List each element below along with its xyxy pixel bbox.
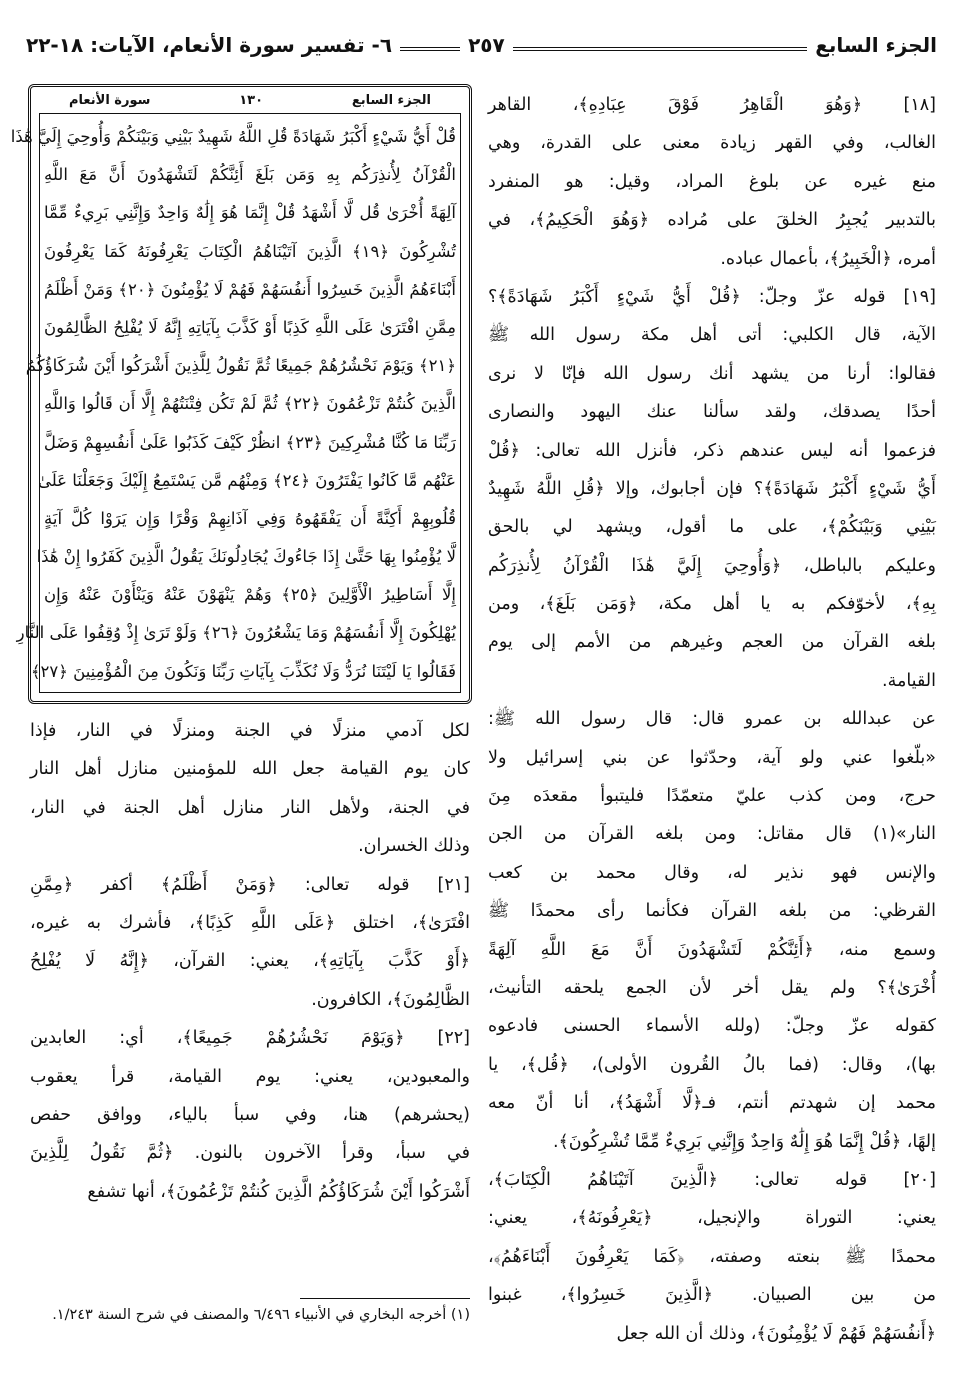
- text-line: قُلْ أَيُّ شَيْءٍ أَكْبَرُ شَهَادَةً قُلِ اللَّهُ شَهِيدٌ بَيْنِي وَبَيْنَكُمْ وَأُوحِيَ إِلَيَّ هَٰذَا: [10, 127, 456, 146]
- mushaf-header: [31, 87, 469, 108]
- text-line: فزعموا أنه ليس عندهم ذكر، فأنزل الله تعالى: ﴿قُلْ: [488, 440, 936, 461]
- text-line: لَّا يُؤْمِنُوا بِهَا حَتَّىٰ إِذَا جَاءُوكَ يُجَادِلُونَكَ يَقُولُ الَّذِينَ كَفَرُوا إِنْ هَٰذَا: [36, 547, 456, 567]
- text-line: [١٨] ﴿وَهُوَ الْقَاهِرُ فَوْقَ عِبَادِهِ﴾، القاهر: [488, 95, 936, 115]
- text-line: يُهْلِكُونَ إِلَّا أَنفُسَهُمْ وَمَا يَشْعُرُونَ ﴿٢٦﴾ وَلَوْ تَرَىٰ إِذْ وُقِفُوا عَلَى النَّارِ: [16, 623, 456, 643]
- text-line: بالتدبير يُجبِرُ الخلقَ على مُراده ﴿وَهُوَ الْحَكِيمُ﴾، في: [488, 210, 936, 231]
- text-line: [٢١] قوله تعالى: ﴿وَمَنْ أَظْلَمُ﴾ أكفر ﴿مِمَّنِ: [30, 874, 470, 895]
- right-column-text: [488, 86, 936, 1353]
- text-line: أَيُّ شَيْءٍ أَكْبَرُ شَهَادَةً﴾؟ فإن أجابوك، وإلا ﴿قُلِ اللَّهُ شَهِيدٌ: [488, 478, 936, 499]
- running-header: [26, 28, 937, 62]
- text-line: فَقَالُوا يَا لَيْتَنَا نُرَدُّ وَلَا نُكَذِّبَ بِآيَاتِ رَبِّنَا وَنَكُونَ مِنَ الْمُؤْمِنِينَ ﴿٢٧﴾: [30, 661, 456, 681]
- mushaf-surah-name: سورة الأنعام: [69, 93, 151, 108]
- text-line: كقوله عزّ وجلّ: (ولله الأسماء الحسنى فادعوه: [488, 1016, 936, 1037]
- text-line: أُخْرَىٰ﴾؟ ولم يقل أخر لأن الجمع يلحقه التأنيث،: [488, 977, 936, 998]
- text-line: «بلّغوا عني ولو آية، وحدّثوا عن بني إسرائيل ولا: [488, 747, 936, 768]
- text-line: [٢٠] قوله تعالى: ﴿الَّذِينَ آتَيْنَاهُمُ الْكِتَابَ﴾،: [488, 1169, 936, 1190]
- text-line: أَبْنَاءَهُمُ الَّذِينَ خَسِرُوا أَنفُسَهُمْ فَهُمْ لَا يُؤْمِنُونَ ﴿٢٠﴾ وَمَنْ أَظْلَمُ: [44, 279, 457, 299]
- text-line: عَنْهُم مَّا كَانُوا يَفْتَرُونَ ﴿٢٤﴾ وَمِنْهُم مَّن يَسْتَمِعُ إِلَيْكَ وَجَعَلْنَا عَلَىٰ: [37, 470, 456, 490]
- footnote-rule: [300, 1298, 470, 1299]
- text-line: إلهًا، ﴿قُلْ إِنَّمَا هُوَ إِلَٰهٌ وَاحِدٌ وَإِنَّنِي بَرِيءٌ مِّمَّا تُشْرِكُونَ﴾.: [552, 1131, 936, 1152]
- text-line: لكل آدمي منزلًا في الجنة ومنزلًا في النار، فإذا: [30, 721, 470, 741]
- text-line: إِلَّا أَسَاطِيرُ الْأَوَّلِينَ ﴿٢٥﴾ وَهُمْ يَنْهَوْنَ عَنْهُ وَيَنْأَوْنَ عَنْهُ وَإِن: [44, 585, 456, 605]
- text-line: مِمَّنِ افْتَرَىٰ عَلَى اللَّهِ كَذِبًا أَوْ كَذَّبَ بِآيَاتِهِ إِنَّهُ لَا يُفْلِحُ الظَّالِمُونَ: [44, 317, 456, 337]
- text-line: الآية، قال الكلبي: أتى أهل مكة رسول الله ﷺ: [488, 325, 936, 346]
- text-line: النار»(١) قال مقاتل: ومن بلغه القرآن من الجن: [488, 824, 936, 845]
- text-line: آلِهَةً أُخْرَىٰ قُل لَّا أَشْهَدُ قُلْ إِنَّمَا هُوَ إِلَٰهٌ وَاحِدٌ وَإِنَّنِي بَرِيءٌ مِّمَّا: [44, 203, 456, 223]
- text-line: من بين الصبيان. ﴿الَّذِينَ خَسِرُوا﴾، غبنوا: [488, 1285, 936, 1306]
- text-line: قُلُوبِهِمْ أَكِنَّةً أَن يَفْقَهُوهُ وَفِي آذَانِهِمْ وَقْرًا وَإِن يَرَوْا كُلَّ آيَةٍ: [44, 508, 456, 528]
- text-line: بَيْنِي وَبَيْنَكُمْ﴾، على ما أقول، ويشهد لي بالحق: [488, 517, 936, 538]
- text-line: الظَّالِمُونَ﴾، الكافرون.: [311, 989, 470, 1010]
- text-line: في سبأ، وقرأ الآخرون بالنون. ﴿ثُمَّ نَقُولُ لِلَّذِينَ: [30, 1143, 470, 1164]
- text-line: أمره، ﴿الْخَبِيرُ﴾، بأعمال عباده.: [720, 248, 936, 269]
- text-line: ﴿أَنفُسَهُمْ فَهُمْ لَا يُؤْمِنُونَ﴾، وذلك أن الله جعل: [616, 1323, 936, 1344]
- header-page-number: ٢٥٧: [468, 33, 505, 57]
- text-line: والإنس فهو نذير له، وقال محمد بن كعب: [488, 862, 936, 883]
- text-line: منع غيره عن بلوغ المراد، وقيل: هو المنفرد: [488, 171, 936, 192]
- mushaf-part: الجزء السابع: [351, 93, 431, 108]
- text-line: ﴿٢١﴾ وَيَوْمَ نَحْشُرُهُمْ جَمِيعًا ثُمَّ نَقُولُ لِلَّذِينَ أَشْرَكُوا أَيْنَ شُرَكَاؤُكُمُ: [25, 356, 456, 376]
- text-line: [١٩] قوله عزّ وجلّ: ﴿قُلْ أَيُّ شَيْءٍ أَكْبَرُ شَهَادَةً﴾؟: [488, 286, 936, 307]
- header-rule: [400, 47, 460, 51]
- text-line: أَشْرَكُوا أَيْنَ شُرَكَاؤُكُمُ الَّذِينَ كُنتُمْ تَزْعُمُونَ﴾، أنها تشفع: [87, 1181, 470, 1202]
- text-line: عن عبدالله بن عمرو قال: قال رسول الله ﷺ:: [488, 709, 936, 730]
- text-line: يعني: التوراة والإنجيل، ﴿يَعْرِفُونَهُ﴾، يعني:: [488, 1208, 936, 1229]
- text-line: تُشْرِكُونَ ﴿١٩﴾ الَّذِينَ آتَيْنَاهُمُ الْكِتَابَ يَعْرِفُونَهُ كَمَا يَعْرِفُونَ: [44, 241, 456, 261]
- text-line: القيامة.: [882, 670, 936, 691]
- text-line: أحدًا يصدقك، ولقد سألنا عنك اليهود والنصارى: [488, 402, 936, 423]
- text-line: رَبِّنَا مَا كُنَّا مُشْرِكِينَ ﴿٢٣﴾ انظُرْ كَيْفَ كَذَبُوا عَلَىٰ أَنفُسِهِمْ وَضَلَّ: [43, 432, 456, 452]
- header-rule: [513, 47, 808, 51]
- quran-text: [10, 118, 457, 691]
- text-line: الَّذِينَ كُنتُمْ تَزْعُمُونَ ﴿٢٢﴾ ثُمَّ لَمْ تَكُن فِتْنَتُهُمْ إِلَّا أَن قَالُوا وَاللَّهِ: [44, 394, 456, 414]
- text-line: بها)، وقال: (فما بالُ القُرون الأولى)، ﴿قُل﴾، يا: [488, 1054, 936, 1075]
- text-line: فقالوا: أرنا من يشهد أنك رسول الله فإنّا لا نرى: [488, 363, 936, 384]
- header-part: الجزء السابع: [815, 33, 937, 57]
- text-line: وذلك الخسران.: [358, 836, 470, 857]
- mushaf-page-number: ١٣٠: [239, 93, 264, 108]
- text-line: والمعبودين، يعني: يوم القيامة، قرأ يعقوب: [30, 1066, 470, 1087]
- text-line: حرج، ومن كذب عليّ متعمّدًا فليتبوأ مقعدَه مِنَ: [488, 786, 936, 807]
- text-line: كان يوم القيامة جعل الله للمؤمنين منازل أهل النار: [30, 759, 470, 780]
- text-line: محمدًا ﷺ بنعته وصفته، ﴿كَمَا يَعْرِفُونَ أَبْنَاءَهُمُ﴾،: [488, 1246, 936, 1267]
- text-line: بلغه القرآن من العجم وغيرهم من الأمم إلى يوم: [488, 632, 936, 653]
- left-column-text: [30, 712, 470, 1211]
- text-line: افْتَرَىٰ﴾، اختلق ﴿عَلَى اللَّهِ كَذِبًا﴾، فأشرك به غيره،: [30, 912, 470, 933]
- text-line: وسمع منه، ﴿أَئِنَّكُمْ لَتَشْهَدُونَ أَنَّ مَعَ اللَّهِ آلِهَةً: [488, 939, 936, 960]
- text-line: في الجنة، ولأهل النار منازل أهل الجنة في النار،: [30, 797, 470, 818]
- text-line: ﴿أَوْ كَذَّبَ بِآيَاتِهِ﴾، يعني: القرآن، ﴿إِنَّهُ لَا يُفْلِحُ: [30, 951, 470, 972]
- text-line: الْقُرْآنُ لِأُنذِرَكُم بِهِ وَمَن بَلَغَ أَئِنَّكُمْ لَتَشْهَدُونَ أَنَّ مَعَ اللَّهِ: [44, 165, 456, 185]
- text-line: [٢٢] ﴿وَيَوْمَ نَحْشُرُهُمْ جَمِيعًا﴾، أي: العابدين: [30, 1028, 470, 1049]
- header-section: ٦- تفسير سورة الأنعام، الآيات: ١٨-٢٢: [26, 33, 393, 57]
- text-line: الغالب، وفي القهر زيادة معنى على القدرة، وهي: [488, 133, 936, 154]
- footnote: (١) أخرجه البخاري في الأنبياء ٦/٤٩٦ والمصنف في شرح السنة ١/٢٤٣.: [52, 1307, 470, 1323]
- text-line: القرظي: من بلغه القرآن فكأنما رأى محمدًا ﷺ: [488, 901, 936, 922]
- text-line: محمد إن شهدتم أنتم، فـ﴿لَّا أَشْهَدُ﴾، أنا أنّ معه: [488, 1093, 936, 1114]
- text-line: (يحشرهم) هنا، وفي سبأ بالياء، ووافق حفص: [30, 1104, 470, 1125]
- text-line: بِهِ﴾، لأخوّفكم به يا أهل مكة، ﴿وَمَن بَلَغَ﴾، ومن: [488, 594, 936, 615]
- text-line: وعليكم بالباطل، ﴿وَأُوحِيَ إِلَيَّ هَٰذَا الْقُرْآنُ لِأُنذِرَكُم: [488, 555, 936, 576]
